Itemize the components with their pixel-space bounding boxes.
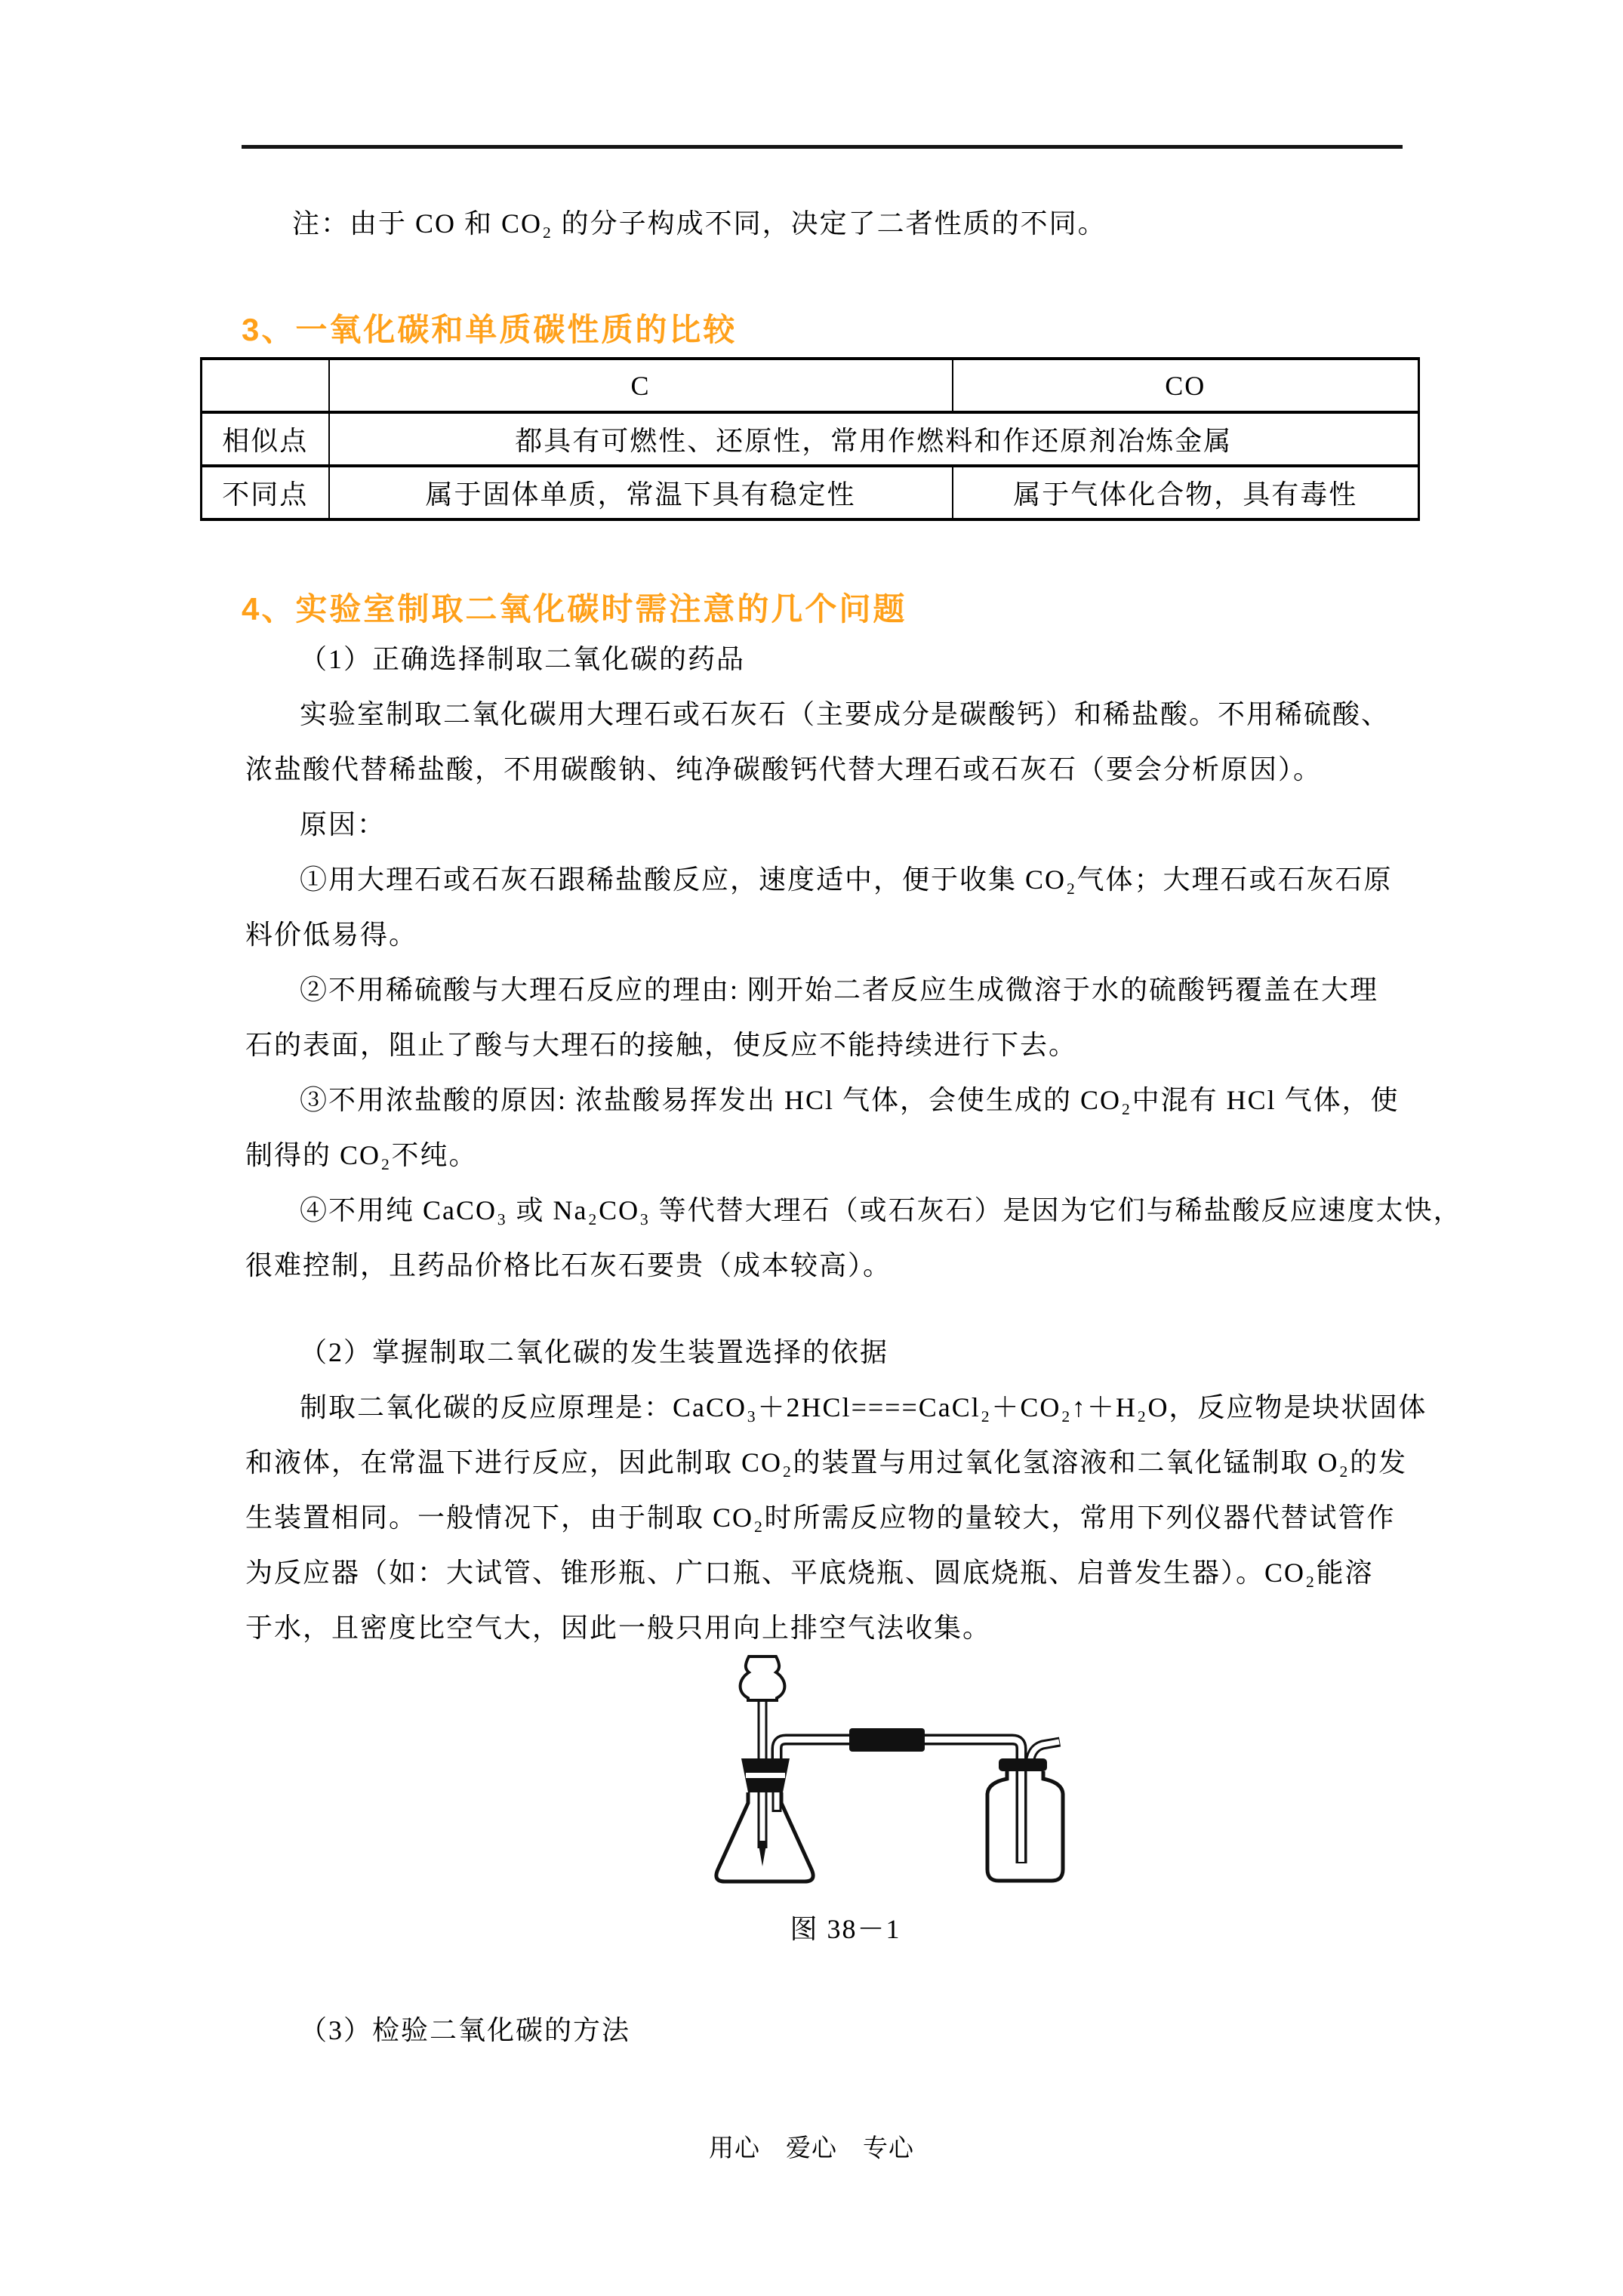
section3-heading: 3、一氧化碳和单质碳性质的比较 (242, 312, 738, 347)
body-line: 于水，且密度比空气大，因此一般只用向上排空气法收集。 (245, 1613, 992, 1643)
apparatus-diagram (679, 1650, 1102, 1910)
flask-stopper (741, 1758, 790, 1792)
page-footer: 用心 爱心 专心 (709, 2135, 914, 2162)
row-label-similar: 相似点 (202, 412, 329, 466)
check-method-line: （3）检验二氧化碳的方法 (300, 2015, 631, 2045)
cell-different-c: 属于固体单质，常温下具有稳定性 (329, 466, 953, 519)
section4-paragraphs-2 (245, 1325, 1427, 1656)
comparison-table (200, 357, 1420, 521)
table-header-c: C (329, 359, 953, 412)
table-corner-cell (202, 359, 329, 412)
body-line: 原因： (300, 809, 387, 840)
rubber-connector (849, 1728, 925, 1752)
section4-heading: 4、实验室制取二氧化碳时需注意的几个问题 (242, 591, 907, 627)
body-line: 生装置相同。一般情况下，由于制取 CO₂时所需反应物的量较大，常用下列仪器代替试管作 (245, 1502, 1396, 1533)
figure-caption: 图 38－1 (790, 1914, 901, 1944)
body-line: 料价低易得。 (245, 920, 418, 950)
body-line: ②不用稀硫酸与大理石反应的理由: 刚开始二者反应生成微溶于水的硫酸钙覆盖在大理 (300, 975, 1379, 1005)
body-line: ③不用浓盐酸的原因: 浓盐酸易挥发出 HCl 气体，会使生成的 CO₂中混有 HCl 气体，使 (300, 1085, 1400, 1115)
note-paragraph: 注：由于 CO 和 CO₂ 的分子构成不同，决定了二者性质的不同。 (292, 208, 1107, 239)
table-header-row (202, 359, 1419, 412)
row-label-different: 不同点 (202, 466, 329, 519)
table-row-different (202, 466, 1419, 519)
body-line: 石的表面，阻止了酸与大理石的接触，使反应不能持续进行下去。 (245, 1030, 1078, 1060)
table-header-co: CO (953, 359, 1419, 412)
body-line: 为反应器（如：大试管、锥形瓶、广口瓶、平底烧瓶、圆底烧瓶、启普发生器）。CO₂能溶 (245, 1558, 1374, 1588)
section4-paragraphs-1 (245, 632, 1462, 1293)
funnel-cup (741, 1657, 785, 1700)
body-line: 很难控制，且药品价格比石灰石要贵（成本较高）。 (245, 1250, 892, 1281)
cell-similar: 都具有可燃性、还原性，常用作燃料和作还原剂冶炼金属 (329, 412, 1419, 466)
delivery-tube (777, 1740, 1021, 1863)
cell-different-co: 属于气体化合物，具有毒性 (953, 466, 1419, 519)
body-line: ④不用纯 CaCO₃ 或 Na₂CO₃ 等代替大理石（或石灰石）是因为它们与稀盐酸反应速度太快， (300, 1195, 1462, 1225)
body-line: （2）掌握制取二氧化碳的发生装置选择的依据 (300, 1337, 889, 1367)
body-line: 制取二氧化碳的反应原理是：CaCO₃＋2HCl====CaCl₂＋CO₂↑＋H₂O，反应物是块状固体 (300, 1392, 1427, 1422)
bottle-stopper (999, 1758, 1047, 1771)
body-line: 制得的 CO₂不纯。 (245, 1140, 478, 1170)
body-line: ①用大理石或石灰石跟稀盐酸反应，速度适中，便于收集 CO₂气体；大理石或石灰石原 (300, 864, 1393, 895)
funnel-tip (758, 1841, 767, 1866)
body-line: 实验室制取二氧化碳用大理石或石灰石（主要成分是碳酸钙）和稀盐酸。不用稀硫酸、 (300, 699, 1390, 729)
body-line: 浓盐酸代替稀盐酸，不用碳酸钠、纯净碳酸钙代替大理石或石灰石（要会分析原因）。 (245, 754, 1323, 784)
header-rule (242, 145, 1403, 149)
table-row-similar (202, 412, 1419, 466)
body-line: 和液体，在常温下进行反应，因此制取 CO₂的装置与用过氧化氢溶液和二氧化锰制取 O₂的发 (245, 1447, 1408, 1478)
body-line: （1）正确选择制取二氧化碳的药品 (300, 644, 746, 674)
